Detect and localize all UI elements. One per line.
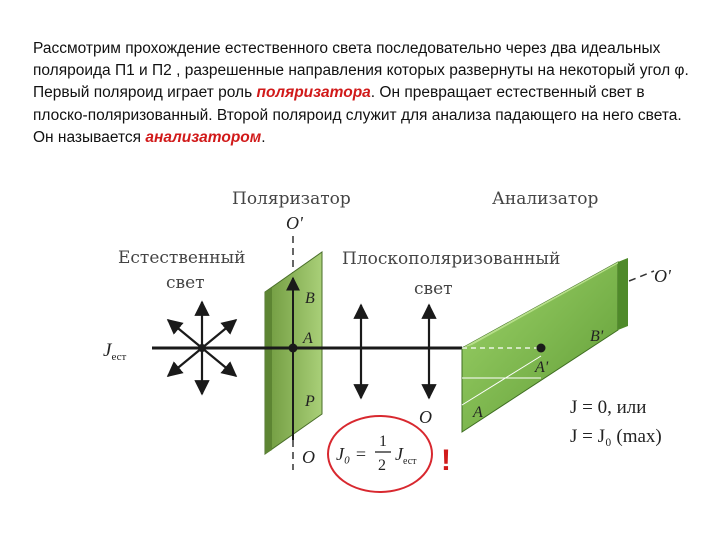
plane-polarized-label-2: свет xyxy=(414,279,453,299)
axis-bottom-left-label: O xyxy=(302,447,315,467)
polarizer-title: Поляризатор xyxy=(232,189,351,209)
point-a-label: A xyxy=(303,330,313,347)
analyzer-title: Анализатор xyxy=(492,189,599,209)
plane-polarized-label-1: Плоскополяризованный xyxy=(342,249,561,269)
natural-light-label-2: свет xyxy=(166,273,205,293)
analyzer-side-edge xyxy=(618,258,628,330)
point-p-label: P xyxy=(305,393,315,410)
formula-rhs: $J_{ест}$ xyxy=(395,444,417,467)
point-b-prime-label: B' xyxy=(590,328,604,345)
point-a-prime-label: A' xyxy=(535,359,549,376)
analyzer-term: анализатором xyxy=(145,128,262,146)
polarizer-edge xyxy=(265,288,272,454)
natural-light-label-1: Естественный xyxy=(118,248,246,268)
point-a-dot xyxy=(289,344,298,353)
intro-text-1: Рассмотрим прохождение естественного света последовательно через два идеальных поляроида П1 и П2 , разрешенные направления которых развернуты на некоторый угол φ. Первый поляроид играет роль xyxy=(33,40,689,102)
formula-numerator: 1 xyxy=(379,433,387,450)
intro-text-2: . Он превращает естественный свет в плоско-поляризованный. Второй поляроид служит для анализа падающего на него света. Он называется xyxy=(33,84,682,146)
j-nat-label: $J_{ест}$ xyxy=(103,340,127,363)
point-a-prime-dot xyxy=(537,344,546,353)
point-b-label: B xyxy=(305,290,315,307)
axis-top-left-label: O' xyxy=(286,213,303,233)
polarizer-term: поляризатора xyxy=(256,84,371,102)
exclamation-mark: ! xyxy=(441,444,451,477)
axis-right-bottom-label: O xyxy=(419,407,432,427)
axis-right-top-label: O' xyxy=(654,266,671,286)
formula-lhs: J₀ = xyxy=(336,444,367,464)
formula-denominator: 2 xyxy=(378,457,386,474)
analyzer-a-label: A xyxy=(473,404,483,421)
intro-text-3: . xyxy=(261,128,266,146)
result-line-1: J = 0, или xyxy=(570,397,647,418)
result-line-2: J = J₀ (max) xyxy=(570,426,662,447)
